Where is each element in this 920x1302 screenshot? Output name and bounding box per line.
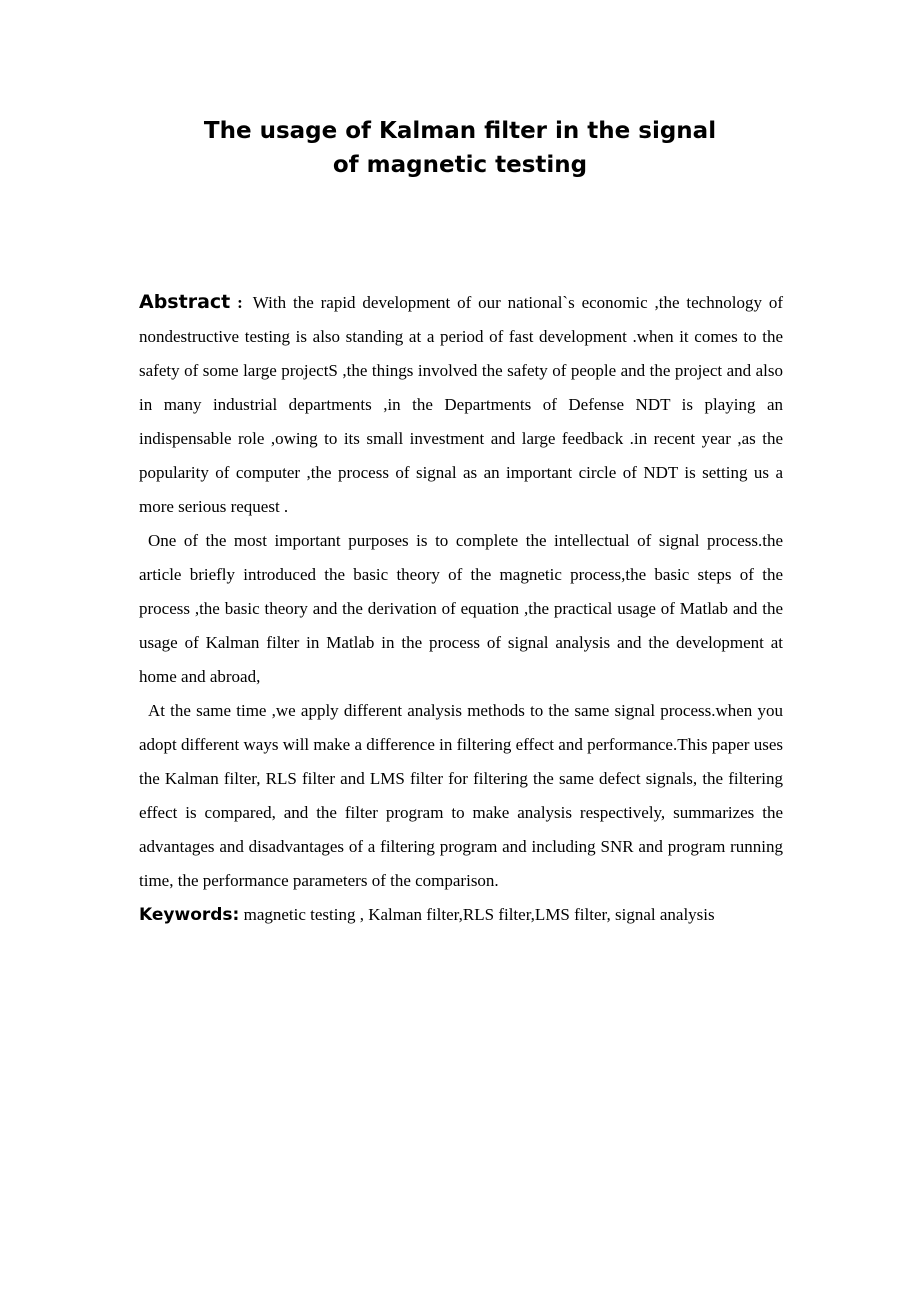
abstract-paragraph-1 — [139, 285, 783, 524]
keywords-line — [139, 898, 783, 932]
abstract-text-1: With the rapid development of our national`s economic ,the technology of nondestructive testing is also standing at a period of fast development .when it comes to the safety of some large projectS ,the things involved the safety of people and the project and also in many industrial departments ,in the Departments of Defense NDT is playing an indispensable role ,owing to its small investment and large feedback .in recent year ,as the popularity of computer ,the process of signal as an important circle of NDT is setting us a more serious request . — [139, 293, 783, 516]
abstract-colon: : — [237, 293, 243, 312]
abstract-section — [139, 285, 783, 932]
abstract-label: Abstract — [139, 291, 231, 313]
keywords-label: Keywords: — [139, 905, 240, 925]
title-line-1: The usage of Kalman filter in the signal — [203, 118, 717, 144]
document-title — [0, 114, 920, 182]
abstract-paragraph-2: One of the most important purposes is to complete the intellectual of signal process.the article briefly introduced the basic theory of the magnetic process,the basic steps of the process ,the basic theory and the derivation of equation ,the practical usage of Matlab and the usage of Kalman filter in Matlab in the process of signal analysis and the development at home and abroad, — [139, 531, 783, 686]
title-line-2: of magnetic testing — [332, 152, 588, 178]
abstract-paragraph-3: At the same time ,we apply different analysis methods to the same signal process.when you adopt different ways will make a difference in filtering effect and performance.This paper uses the Kalman filter, RLS filter and LMS filter for filtering the same defect signals, the filtering effect is compared, and the filter program to make analysis respectively, summarizes the advantages and disadvantages of a filtering program and including SNR and program running time, the performance parameters of the comparison. — [139, 701, 783, 890]
keywords-text: magnetic testing , Kalman filter,RLS filter,LMS filter, signal analysis — [243, 905, 715, 924]
